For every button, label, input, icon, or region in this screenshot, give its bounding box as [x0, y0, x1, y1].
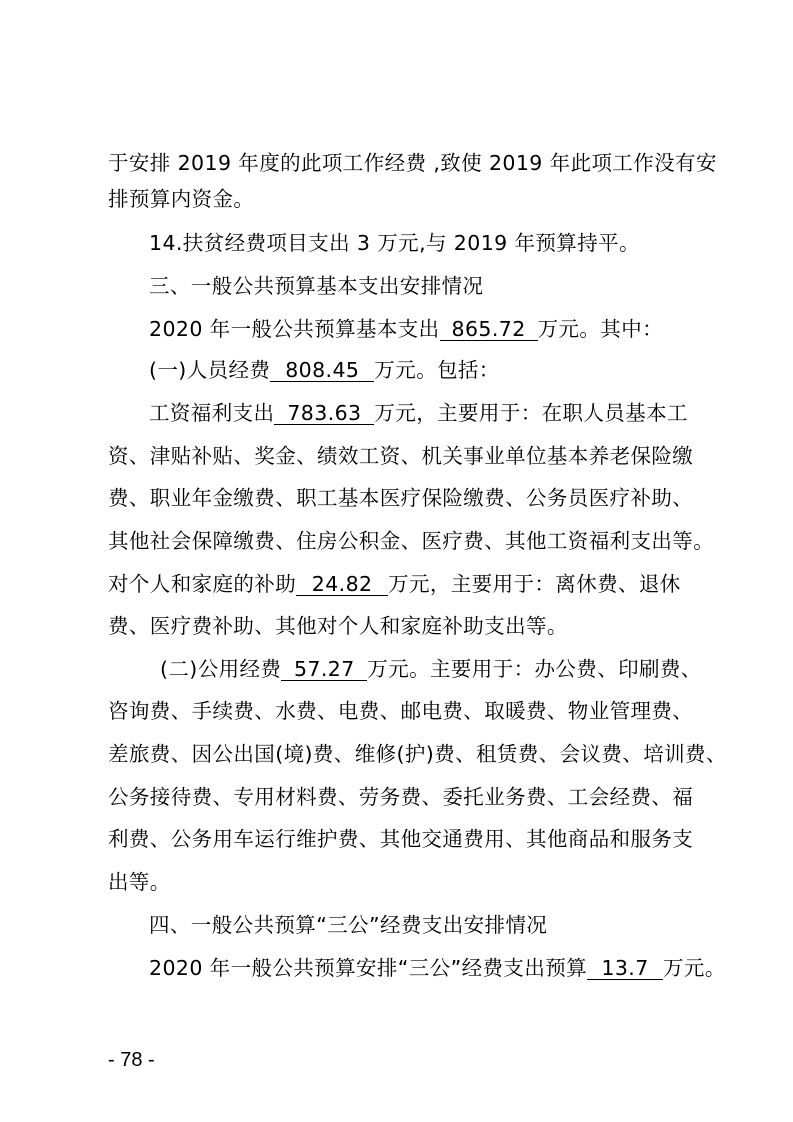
- subsidy-line: [108, 571, 681, 597]
- body-text-line: 其他社会保障缴费、住房公积金、医疗费、其他工资福利支出等。: [108, 529, 715, 553]
- wages-line: [149, 400, 688, 426]
- text-prefix: (二)公用经费: [160, 657, 282, 681]
- public-expense-line: [160, 656, 702, 682]
- text-suffix: 万元。包括：: [374, 358, 500, 382]
- body-text-line: 出等。: [108, 870, 171, 894]
- wages-amount: 783.63: [274, 402, 374, 425]
- text-suffix: 万元，主要用于：离休费、退休: [388, 572, 681, 596]
- text-prefix: (一)人员经费: [149, 358, 271, 382]
- public-amount: 57.27: [281, 658, 367, 681]
- body-text-line: 利费、公务用车运行维护费、其他交通费用、其他商品和服务支: [108, 827, 694, 851]
- body-text-line: 排预算内资金。: [108, 187, 255, 211]
- body-text-line: 资、津贴补贴、奖金、绩效工资、机关事业单位基本养老保险缴: [108, 444, 694, 468]
- body-text-line: 费、医疗费补助、其他对个人和家庭补助支出等。: [108, 614, 568, 638]
- text-prefix: 对个人和家庭的补助: [108, 572, 297, 596]
- text-suffix: 万元。其中：: [537, 317, 663, 341]
- text-prefix: 2020 年一般公共预算安排“三公”经费支出预算: [149, 956, 588, 980]
- section-three-heading: 三、一般公共预算基本支出安排情况: [149, 274, 484, 298]
- section-four-heading: 四、一般公共预算“三公”经费支出安排情况: [149, 913, 548, 937]
- basic-expenditure-line: [149, 316, 663, 342]
- text-suffix: 万元。: [663, 956, 726, 980]
- text-suffix: 万元。主要用于：办公费、印刷费、: [367, 657, 702, 681]
- body-text-line: 于安排 2019 年度的此项工作经费 ,致使 2019 年此项工作没有安: [108, 151, 717, 175]
- subsidy-amount: 24.82: [296, 573, 388, 596]
- poverty-item-line: 14.扶贫经费项目支出 3 万元,与 2019 年预算持平。: [149, 231, 640, 255]
- personnel-amount: 808.45: [270, 359, 374, 382]
- basic-amount: 865.72: [440, 318, 538, 341]
- personnel-line: [149, 357, 500, 383]
- text-suffix: 万元，主要用于：在职人员基本工: [374, 401, 688, 425]
- body-text-line: 差旅费、因公出国(境)费、维修(护)费、租赁费、会议费、培训费、: [108, 742, 727, 766]
- body-text-line: 公务接待费、专用材料费、劳务费、委托业务费、工会经费、福: [108, 785, 694, 809]
- text-prefix: 工资福利支出: [149, 401, 275, 425]
- body-text-line: 费、职业年金缴费、职工基本医疗保险缴费、公务员医疗补助、: [108, 486, 694, 510]
- page-number: - 78 -: [108, 1049, 155, 1071]
- body-text-line: 咨询费、手续费、水费、电费、邮电费、取暖费、物业管理费、: [108, 699, 694, 723]
- three-public-amount: 13.7: [587, 957, 663, 980]
- three-public-line: [149, 955, 726, 981]
- text-prefix: 2020 年一般公共预算基本支出: [149, 317, 440, 341]
